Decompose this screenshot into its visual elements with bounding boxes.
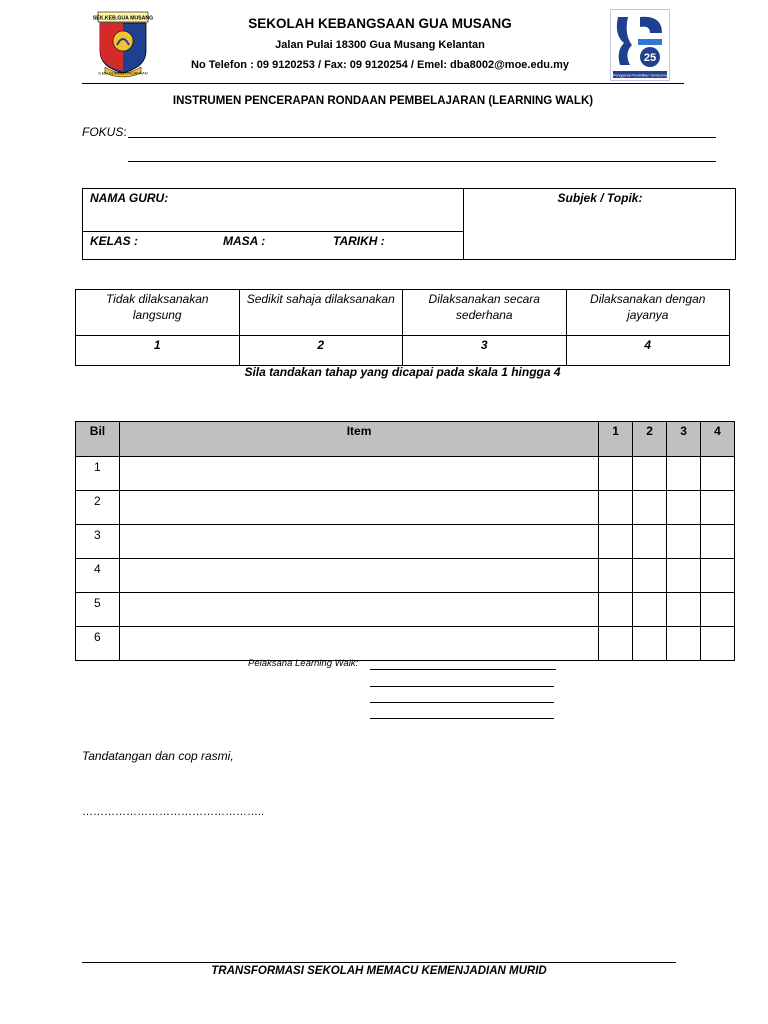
masa-label: MASA : bbox=[223, 234, 266, 248]
score-cell-2[interactable] bbox=[633, 457, 667, 491]
header-divider bbox=[82, 83, 684, 84]
form-title: INSTRUMEN PENCERAPAN RONDAAN PEMBELAJARAN (LEARNING WALK) bbox=[172, 95, 594, 107]
score-cell-1[interactable] bbox=[599, 593, 633, 627]
score-cell-4[interactable] bbox=[701, 457, 735, 491]
logo-top-text: SEK.KEB.GUA MUSANG bbox=[92, 15, 154, 22]
score-cell-2[interactable] bbox=[633, 627, 667, 661]
row-number: 1 bbox=[76, 457, 120, 491]
logo-number: 25 bbox=[643, 52, 657, 64]
score-cell-4[interactable] bbox=[701, 525, 735, 559]
score-cell-3[interactable] bbox=[667, 559, 701, 593]
pelaksana-line-3[interactable] bbox=[370, 702, 554, 703]
school-crest-logo bbox=[92, 11, 154, 79]
score-cell-1[interactable] bbox=[599, 525, 633, 559]
focus-input-line-1[interactable] bbox=[128, 137, 716, 138]
score-cell-4[interactable] bbox=[701, 627, 735, 661]
kelas-label: KELAS : bbox=[90, 234, 138, 248]
score-cell-3[interactable] bbox=[667, 627, 701, 661]
footer-divider bbox=[82, 962, 676, 963]
item-table-header-row bbox=[76, 422, 735, 457]
school-address: Jalan Pulai 18300 Gua Musang Kelantan bbox=[275, 39, 485, 51]
header-score-4: 4 bbox=[701, 422, 735, 457]
info-box-vertical-divider bbox=[463, 188, 464, 260]
table-row bbox=[76, 525, 735, 559]
focus-label: FOKUS: bbox=[82, 125, 127, 139]
row-number: 6 bbox=[76, 627, 120, 661]
table-row bbox=[76, 593, 735, 627]
score-cell-1[interactable] bbox=[599, 457, 633, 491]
item-cell[interactable] bbox=[119, 593, 598, 627]
scale-description-3: Dilaksanakan secara sederhana bbox=[403, 290, 567, 336]
item-cell[interactable] bbox=[119, 559, 598, 593]
score-cell-2[interactable] bbox=[633, 593, 667, 627]
focus-input-line-2[interactable] bbox=[128, 161, 716, 162]
score-cell-2[interactable] bbox=[633, 559, 667, 593]
scale-description-row bbox=[76, 290, 730, 336]
logo-caption: Penggerak Pendidikan Sempurna bbox=[613, 73, 667, 78]
nama-guru-label: NAMA GURU: bbox=[90, 191, 169, 205]
anniversary-logo bbox=[610, 9, 670, 81]
pelaksana-line-2[interactable] bbox=[370, 686, 554, 687]
score-cell-2[interactable] bbox=[633, 491, 667, 525]
scale-instruction: Sila tandakan tahap yang dicapai pada skala 1 hingga 4 bbox=[244, 365, 561, 379]
header-score-1: 1 bbox=[599, 422, 633, 457]
score-cell-3[interactable] bbox=[667, 525, 701, 559]
scale-value-row bbox=[76, 336, 730, 366]
table-row bbox=[76, 627, 735, 661]
row-number: 4 bbox=[76, 559, 120, 593]
scale-value-3: 3 bbox=[403, 336, 567, 366]
logo-motto-text: ILMU SUMBER KEJAYAAN bbox=[98, 70, 148, 76]
footer-slogan: TRANSFORMASI SEKOLAH MEMACU KEMENJADIAN MURID bbox=[211, 965, 547, 977]
score-cell-4[interactable] bbox=[701, 491, 735, 525]
item-cell[interactable] bbox=[119, 491, 598, 525]
score-cell-1[interactable] bbox=[599, 627, 633, 661]
signature-dotted-line[interactable]: ………………………………………….. bbox=[82, 806, 265, 818]
table-row bbox=[76, 491, 735, 525]
tarikh-label: TARIKH : bbox=[333, 234, 385, 248]
signature-label: Tandatangan dan cop rasmi, bbox=[82, 749, 234, 763]
row-number: 2 bbox=[76, 491, 120, 525]
subjek-topik-label: Subjek / Topik: bbox=[557, 191, 643, 205]
pelaksana-line-4[interactable] bbox=[370, 718, 554, 719]
score-cell-1[interactable] bbox=[599, 491, 633, 525]
rating-scale-table bbox=[75, 289, 730, 366]
header-score-3: 3 bbox=[667, 422, 701, 457]
pelaksana-label: Pelaksana Learning Walk: bbox=[248, 658, 359, 669]
scale-value-1: 1 bbox=[76, 336, 240, 366]
scale-description-2: Sedikit sahaja dilaksanakan bbox=[239, 290, 403, 336]
header-item: Item bbox=[119, 422, 598, 457]
scale-value-4: 4 bbox=[566, 336, 730, 366]
row-number: 3 bbox=[76, 525, 120, 559]
score-cell-3[interactable] bbox=[667, 491, 701, 525]
item-cell[interactable] bbox=[119, 525, 598, 559]
score-cell-2[interactable] bbox=[633, 525, 667, 559]
score-cell-3[interactable] bbox=[667, 457, 701, 491]
school-contact: No Telefon : 09 9120253 / Fax: 09 9120254 / Emel: dba8002@moe.edu.my bbox=[191, 59, 569, 71]
score-cell-3[interactable] bbox=[667, 593, 701, 627]
item-cell[interactable] bbox=[119, 627, 598, 661]
scale-description-4: Dilaksanakan dengan jayanya bbox=[566, 290, 730, 336]
item-table bbox=[75, 421, 735, 661]
table-row bbox=[76, 559, 735, 593]
score-cell-1[interactable] bbox=[599, 559, 633, 593]
header-bil: Bil bbox=[76, 422, 120, 457]
info-box-horizontal-divider bbox=[82, 231, 463, 232]
item-cell[interactable] bbox=[119, 457, 598, 491]
scale-value-2: 2 bbox=[239, 336, 403, 366]
pelaksana-line-1[interactable] bbox=[370, 669, 556, 670]
table-row bbox=[76, 457, 735, 491]
score-cell-4[interactable] bbox=[701, 593, 735, 627]
score-cell-4[interactable] bbox=[701, 559, 735, 593]
scale-description-1: Tidak dilaksanakan langsung bbox=[76, 290, 240, 336]
header-score-2: 2 bbox=[633, 422, 667, 457]
school-name: SEKOLAH KEBANGSAAN GUA MUSANG bbox=[248, 16, 512, 31]
row-number: 5 bbox=[76, 593, 120, 627]
